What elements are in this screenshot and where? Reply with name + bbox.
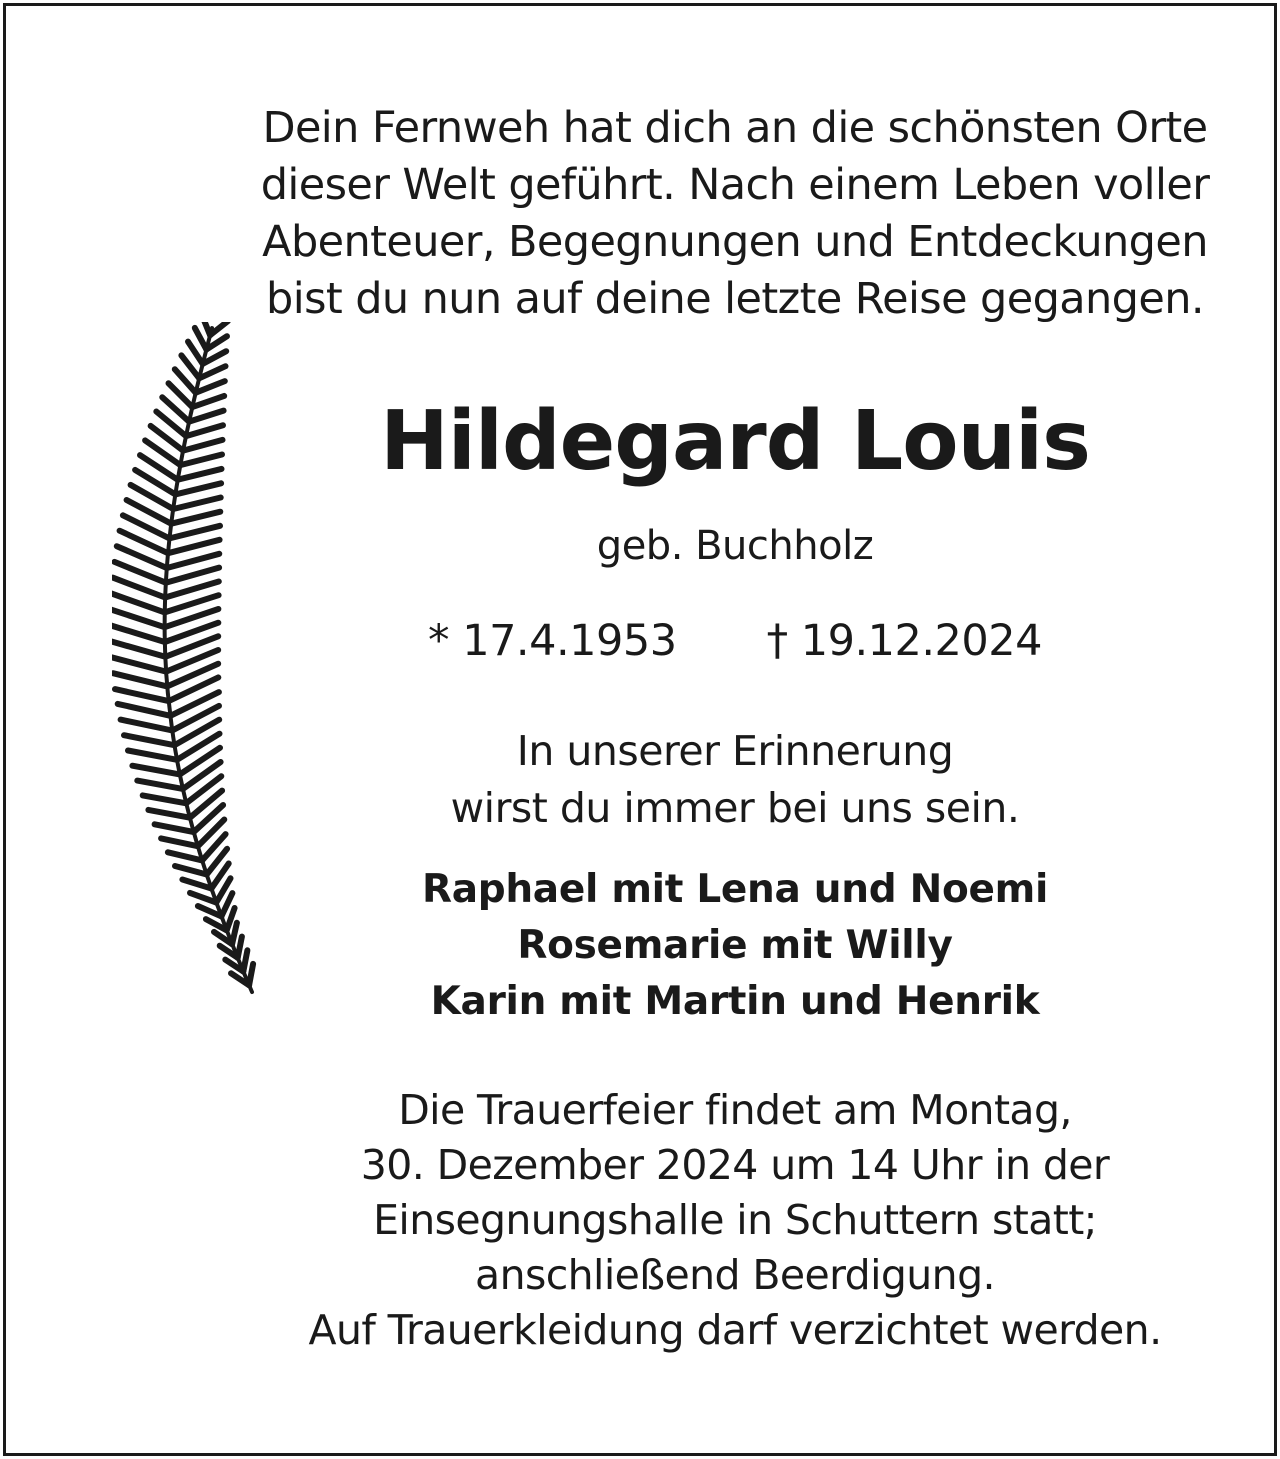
service-line: Einsegnungshalle in Schuttern statt; (373, 1196, 1097, 1244)
feather-barb (128, 751, 177, 760)
service-line: anschließend Beerdigung. (475, 1251, 995, 1299)
birth-date: * 17.4.1953 (428, 616, 677, 666)
feather-barb (137, 781, 183, 789)
death-date: † 19.12.2024 (766, 616, 1042, 666)
feather-barb (132, 766, 179, 775)
memory-line: In unserer Erinnerung (516, 727, 954, 775)
feather-barb (155, 824, 194, 832)
feather-barb (113, 673, 167, 686)
service-line: Auf Trauerkleidung darf verzichtet werden. (308, 1306, 1162, 1354)
feather-barb (112, 657, 166, 671)
mourners-list (225, 862, 1245, 1030)
birth-name: geb. Buchholz (596, 523, 874, 569)
feather-barb (168, 852, 202, 860)
intro-verse (225, 100, 1245, 328)
feather-barb (180, 455, 222, 466)
feather-barb (188, 342, 203, 364)
feather-barb (170, 526, 221, 539)
feather-barb (186, 425, 223, 436)
feather-barb (168, 540, 220, 553)
feather-barb (195, 328, 207, 350)
intro-line: Dein Fernweh hat dich an die schönsten Orte (262, 103, 1208, 153)
mourner-line: Rosemarie mit Willy (517, 923, 953, 968)
memory-line: wirst du immer bei uns sein. (450, 784, 1020, 832)
feather-barb (183, 440, 222, 451)
feather-barb (118, 704, 171, 716)
feather-barb (143, 795, 187, 803)
feather-barb (161, 838, 198, 846)
feather-barb (124, 735, 175, 745)
feather-barb (192, 396, 224, 407)
feather-barb (189, 411, 224, 422)
feather-barb (121, 720, 173, 731)
feather-barb (148, 810, 190, 818)
feather-barb (112, 641, 165, 657)
deceased-name: Hildegard Louis (380, 394, 1090, 489)
service-line: Die Trauerfeier findet am Montag, (398, 1086, 1072, 1134)
feather-barb (175, 483, 221, 494)
mourner-line: Karin mit Martin und Henrik (430, 979, 1040, 1024)
memory-verse (225, 723, 1245, 837)
feather-barb (178, 469, 222, 480)
feather-barb (173, 498, 221, 510)
feather-barb (175, 866, 207, 875)
intro-line: bist du nun auf deine letzte Reise gegangen. (266, 274, 1204, 324)
mourner-line: Raphael mit Lena und Noemi (421, 867, 1049, 912)
intro-line: Abenteuer, Begegnungen und Entdeckungen (262, 217, 1208, 267)
funeral-service-info (225, 1083, 1245, 1358)
intro-line: dieser Welt geführt. Nach einem Leben voller (260, 160, 1210, 210)
feather-barb (166, 568, 219, 583)
life-dates (225, 612, 1245, 670)
service-line: 30. Dezember 2024 um 14 Uhr in der (360, 1141, 1110, 1189)
feather-barb (167, 554, 220, 568)
feather-barb (115, 689, 169, 701)
feather-barb (171, 512, 220, 524)
